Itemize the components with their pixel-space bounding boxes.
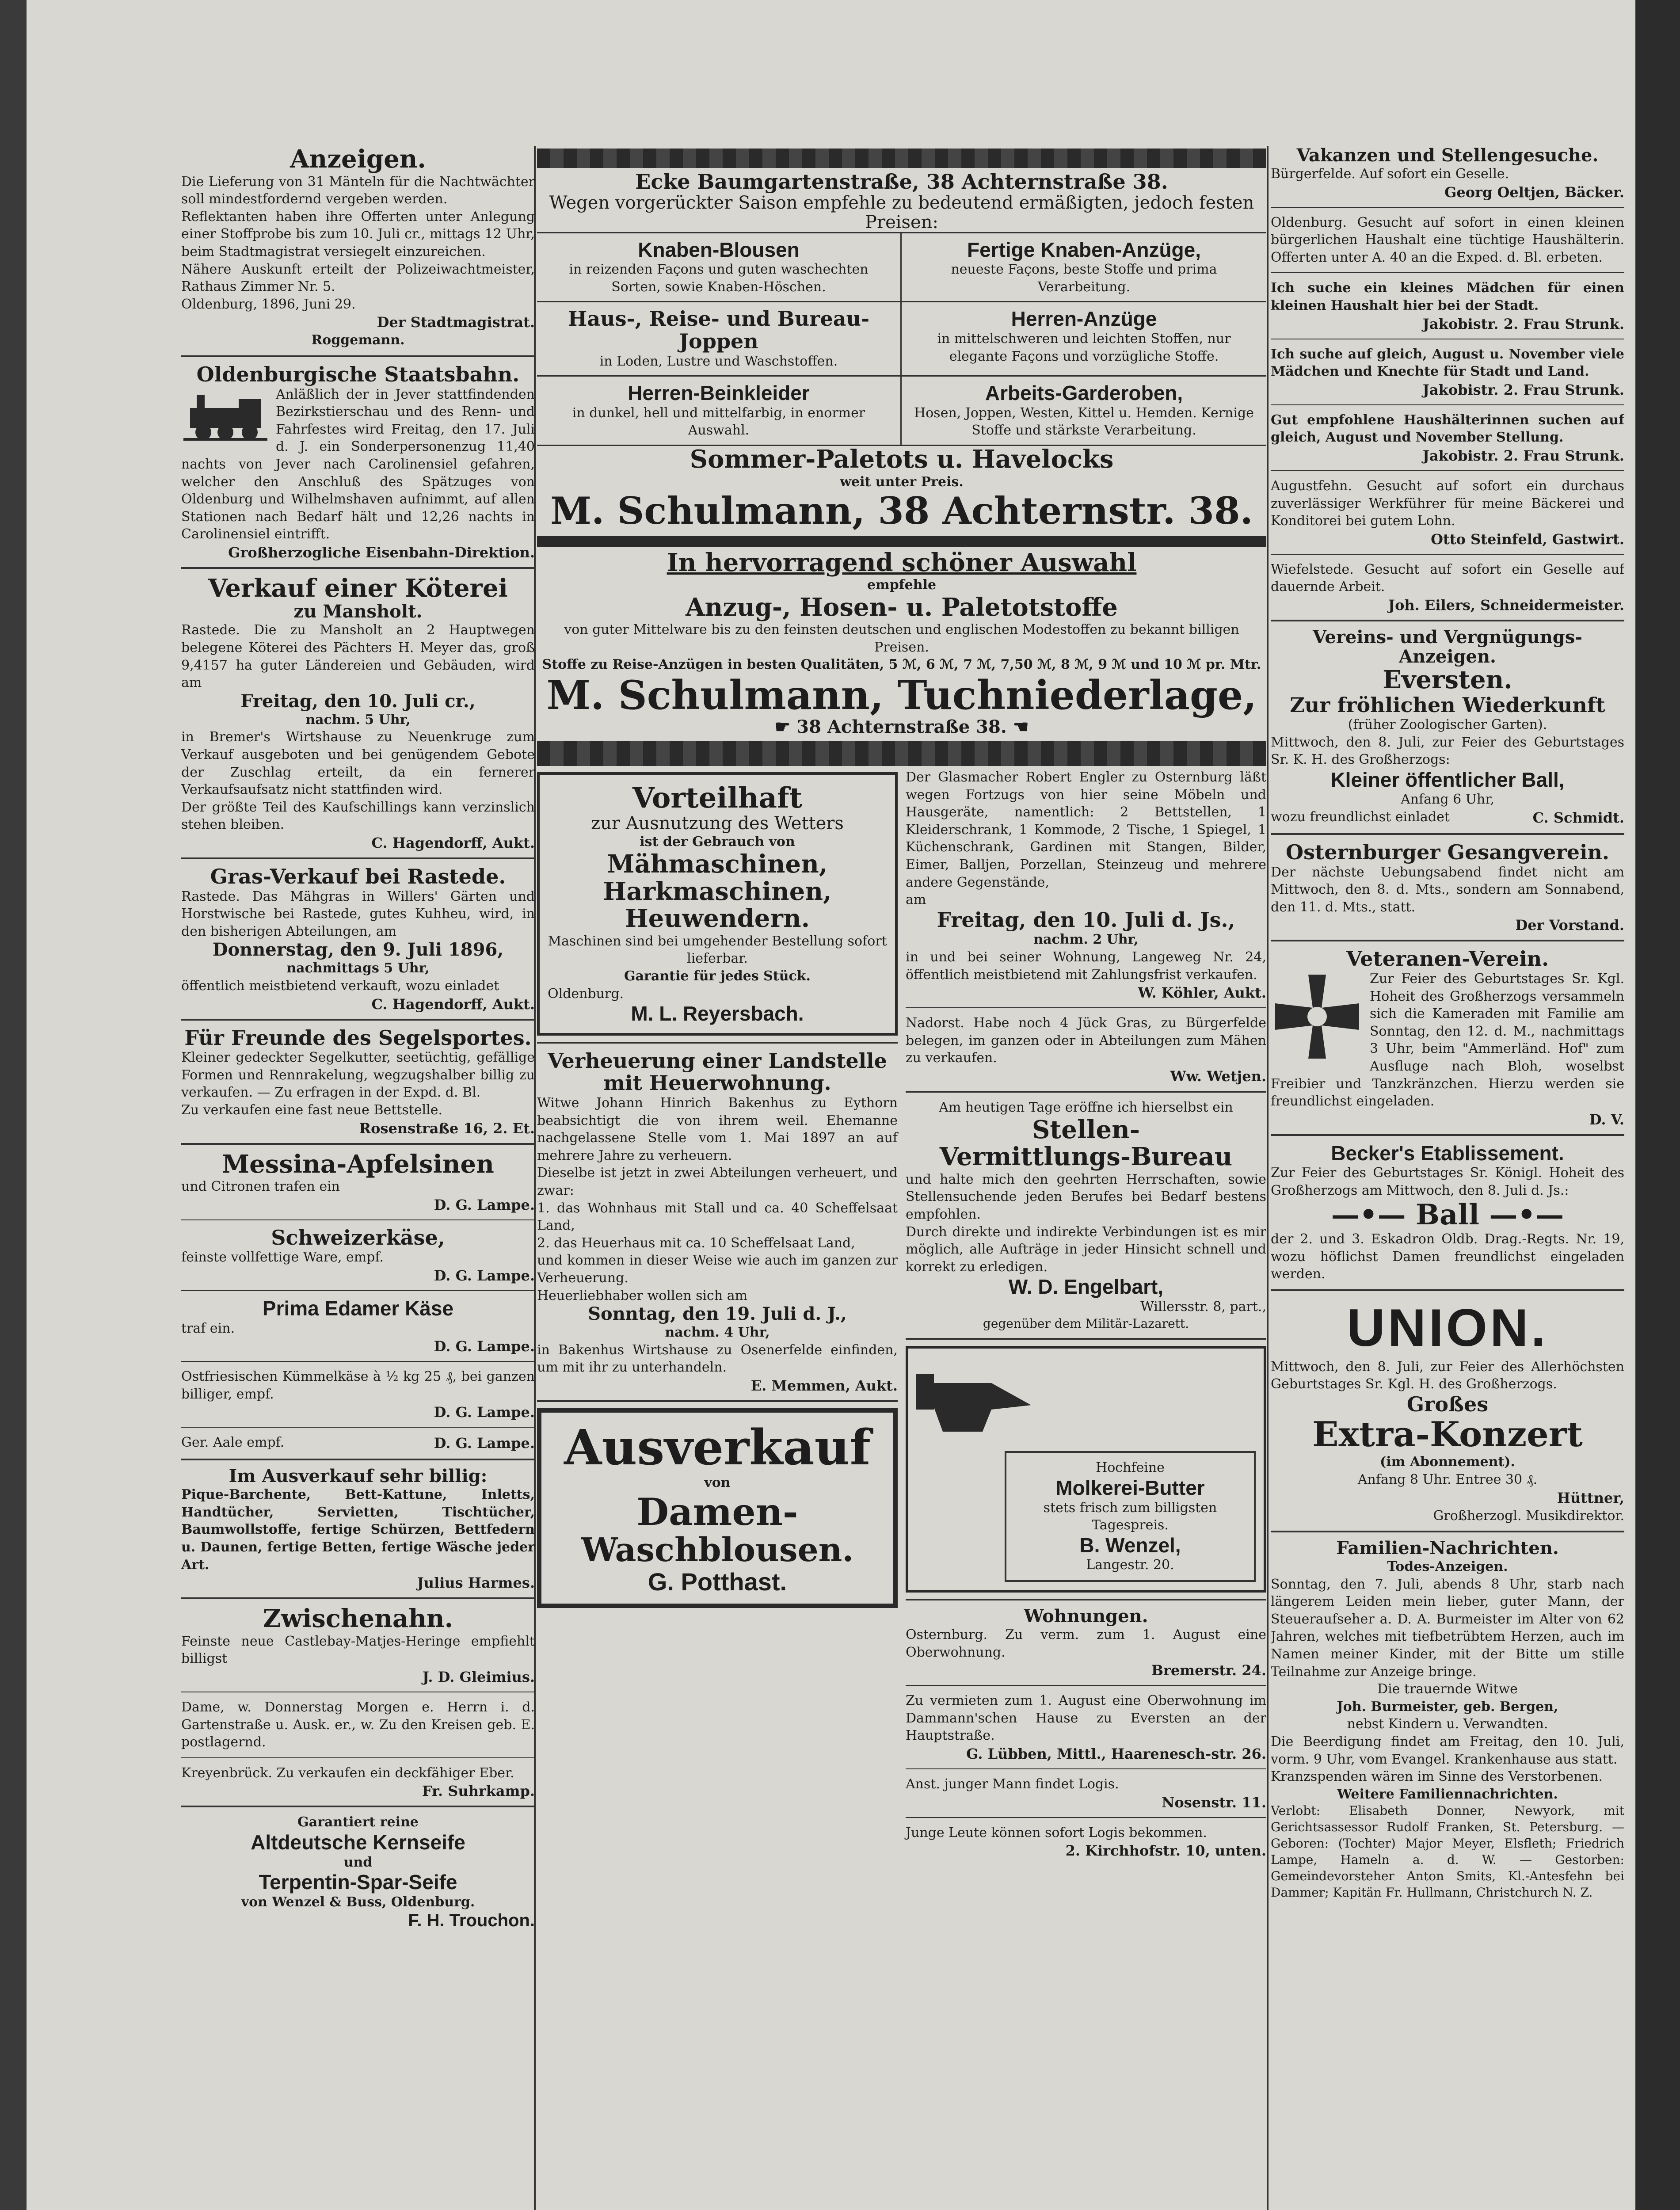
ad-time: nachm. 2 Uhr,: [1033, 932, 1139, 948]
ad-text: Stoffe zu Reise-Anzügen in besten Qualitäten, 5 ℳ, 6 ℳ, 7 ℳ, 7,50 ℳ, 8 ℳ, 9 ℳ und 10 ℳ pr. Mtr.: [542, 657, 1261, 673]
ad-subline: Wegen vorgerückter Saison empfehle zu bedeutend ermäßigten, jedoch festen Preisen:: [549, 192, 1254, 232]
ad-text: wozu freundlichst einladet: [1271, 809, 1450, 825]
product-text: in reizenden Façons und guten waschechten Sorten, sowie Knaben-Höschen.: [569, 262, 869, 295]
ad-text: Zu vermieten zum 1. August eine Oberwohnung im Dammann'schen Hause zu Eversten an der Hauptstraße.: [906, 1693, 1266, 1744]
ad-text: Augustfehn. Gesucht auf sofort ein durchaus zuverlässiger Werkführer für meine Bäckerei und Konditorei bei gutem Lohn.: [1271, 478, 1624, 529]
ad-headline: Zur fröhlichen Wiederkunft: [1290, 693, 1605, 717]
ad-line: am: [906, 892, 926, 908]
product-text: Hosen, Joppen, Westen, Kittel u. Hemden. Kernige Stoffe und stärkste Verarbeitung.: [914, 405, 1254, 438]
product-item: Heuwendern.: [625, 904, 810, 934]
ad-name: Roggemann.: [311, 332, 405, 348]
ad-headline: mit Heuerwohnung.: [603, 1071, 831, 1095]
hand-pointer-icon: ☛: [774, 716, 797, 738]
ad-signer: E. Memmen, Aukt.: [750, 1377, 898, 1394]
ad-signer-title: Großherzogl. Musikdirektor.: [1433, 1508, 1624, 1524]
invite-row: [1271, 808, 1624, 827]
ad-date: Oldenburg, 1896, Juni 29.: [181, 296, 356, 312]
ad-harmes: [181, 1467, 535, 1591]
ad-line: Am heutigen Tage eröffne ich hierselbst ein: [939, 1099, 1233, 1115]
divider: [181, 1757, 535, 1758]
ad-headline: Ecke Baumgartenstraße, 38 Achternstraße 38.: [635, 170, 1168, 194]
section-title: Familien-Nachrichten.: [1336, 1538, 1559, 1559]
ad-headline: Stellen-: [1032, 1115, 1140, 1144]
ad-address: Rosenstraße 16, 2. Et.: [359, 1120, 535, 1137]
firm-address: [537, 717, 1266, 737]
ad-text: Sonntag, den 7. Juli, abends 8 Uhr, starb nach längerem Leiden mein lieber, guter Mann, der Steueraufseher a. D. A. Burmeister im Alter von 62 Jahren, welches mit tiefbetrübtem Herzen, auch im Namen meiner Kinder, mit der Bitte um stille Teilnahme zur Anzeige bringe.: [1271, 1576, 1624, 1680]
ad-signer: Julius Harmes.: [417, 1574, 535, 1592]
divider: [906, 1091, 1266, 1093]
firm-address: Langestr. 20.: [1086, 1557, 1174, 1573]
divider: [1271, 1134, 1624, 1136]
product-title: Knaben-Blousen: [638, 238, 800, 261]
divider: [181, 567, 535, 569]
ad-seife: [181, 1814, 535, 1930]
product-text: in Loden, Lustre und Waschstoffen.: [599, 353, 838, 369]
ad-text: Pique-Barchente, Bett-Kattune, Inletts, Handtücher, Servietten, Tischtücher, Baumwollstoffe, fertige Schürzen, Bettfedern u. Daunen, fertige Betten, fertige Wäsche jeder Art.: [181, 1487, 535, 1573]
ad-text: Ich suche ein kleines Mädchen für einen kleinen Haushalt hier bei der Stadt.: [1271, 280, 1624, 313]
divider: [906, 1768, 1266, 1769]
ad-line: empfehle: [867, 577, 937, 593]
ad-text: stets frisch zum billigsten Tagespreis.: [1043, 1500, 1217, 1533]
product-title: Haus-, Reise- und Bureau-Joppen: [568, 307, 870, 353]
ad-line: Garantiert reine: [297, 1814, 419, 1830]
product-item: Harkmaschinen,: [603, 876, 832, 906]
ad-text: traf ein.: [181, 1320, 235, 1336]
list-item: [906, 1692, 1266, 1762]
ad-signer: C. Hagendorff, Aukt.: [371, 995, 535, 1013]
pointing-hand-icon: [916, 1356, 1049, 1440]
ad-headline: Anzug-, Hosen- u. Paletotstoffe: [686, 592, 1118, 622]
list-item: [906, 1626, 1266, 1679]
divider: [181, 1143, 535, 1145]
ad-heuerstelle: [537, 1050, 898, 1394]
ad-headline: Kleiner öffentlicher Ball,: [1330, 768, 1565, 791]
ad-gras: [181, 865, 535, 1013]
ad-text: Junge Leute können sofort Logis bekommen.: [906, 1825, 1207, 1840]
ad-text: Mittwoch, den 8. Juli, zur Feier des Geburtstages Sr. K. H. des Großherzogs:: [1271, 734, 1624, 768]
ad-text: Der nächste Uebungsabend findet nicht am Mittwoch, den 8. d. Mts., sondern am Sonnabend, den 11. d. Mts., statt.: [1271, 864, 1624, 915]
ad-line: (früher Zoologischer Garten).: [1348, 717, 1547, 733]
ad-text: Mittwoch, den 8. Juli, zur Feier des Allerhöchsten Geburtstages Sr. Kgl. H. des Großherzogs.: [1271, 1359, 1624, 1392]
ad-text: Die Lieferung von 31 Mänteln für die Nachtwächter soll mindestfordernd vergeben werden. Reflektanten haben ihre Offerten unter Anlegung einer Stoffprobe bis zum 10. Juli cr., mittags 12 Uhr, beim Stadtmagistrat versiegelt einzureichen. Nähere Auskunft erteilt der Polizeiwachtmeister, Rathaus Zimmer Nr. 5.: [181, 174, 535, 295]
product-item: Mähmaschinen,: [607, 850, 828, 879]
iron-cross-icon: [1271, 970, 1364, 1063]
ad-headline: Vorteilhaft: [632, 781, 803, 815]
ad-headline: Extra-Konzert: [1312, 1414, 1583, 1455]
product-grid: [537, 232, 1266, 446]
ad-text: in Bakenhus Wirtshause zu Osenerfelde einfinden, um mit ihr zu unterhandeln.: [537, 1342, 898, 1376]
ad-title: Oldenburgische Staatsbahn.: [196, 362, 520, 386]
divider: [1271, 554, 1624, 555]
ad-headline: Molkerei-Butter: [1055, 1476, 1205, 1500]
section-title: Vakanzen und Stellengesuche.: [1296, 146, 1599, 166]
ad-line: (im Abonnement).: [1380, 1454, 1515, 1470]
ad-signer: Nosenstr. 11.: [1162, 1794, 1266, 1811]
divider: [1271, 272, 1624, 273]
firm-name: M. L. Reyersbach.: [631, 1002, 804, 1025]
ad-signer: Der Stadtmagistrat.: [377, 314, 535, 331]
ad-text: Maschinen sind bei umgehender Bestellung sofort lieferbar.: [548, 933, 887, 967]
column-right: [1271, 146, 1624, 1905]
divider: [1271, 470, 1624, 471]
ad-signer: C. Schmidt.: [1532, 809, 1624, 827]
ad-edamer: [181, 1297, 535, 1355]
divider: [181, 1806, 535, 1807]
ad-city: Oldenburg.: [548, 986, 624, 1002]
ad-schulmann-stoffe: [537, 549, 1266, 737]
ad-signer: Großherzogliche Eisenbahn-Direktion.: [228, 544, 535, 561]
ad-text: Der Glasmacher Robert Engler zu Osternburg läßt wegen Fortzugs von hier seine Möbeln und Hausgeräte, namentlich: 2 Bettstellen, 1 Kleiderschrank, 1 Kommode, 2 Tische, 1 Spiegel, 1 Küchenschrank, Gardinen mit Stangen, Bilder, Eimer, Balljen, Porzellan, Steinzeug und mehrere andere Gegenstände,: [906, 770, 1266, 890]
firm-name: W. D. Engelbart,: [1008, 1275, 1164, 1299]
divider: [906, 1817, 1266, 1818]
ad-text: Osternburg. Zu verm. zum 1. August eine Oberwohnung.: [906, 1627, 1266, 1660]
ad-text: Zu verkaufen eine fast neue Bettstelle.: [181, 1102, 443, 1118]
ad-date: Sonntag, den 19. Juli d. J.,: [588, 1303, 847, 1325]
butter-box: [1005, 1451, 1256, 1582]
ad-signer: D. G. Lampe.: [434, 1267, 535, 1284]
ad-subline: weit unter Preis.: [840, 474, 964, 490]
ad-signer: Otto Steinfeld, Gastwirt.: [1431, 530, 1624, 548]
hand-pointer-icon: ☚: [1006, 716, 1029, 738]
ad-staatsbahn: [181, 363, 535, 561]
ad-line: Anfang 6 Uhr,: [1401, 792, 1494, 808]
ad-headline: Ball: [1415, 1198, 1480, 1231]
middle-left: [537, 769, 898, 1863]
ad-line: von: [704, 1475, 731, 1490]
divider: [906, 1599, 1266, 1600]
divider: [537, 1400, 898, 1402]
divider: [1271, 833, 1624, 835]
ad-signer: Bremerstr. 24.: [1151, 1662, 1266, 1679]
ad-text: Kleiner gedeckter Segelkutter, seetüchtig, gefällige Formen und Rennrakelung, wegzugshalber billig zu verkaufen. — Zu erfragen in der Expd. d. Bl.: [181, 1050, 535, 1101]
column-left: [181, 146, 535, 1935]
ad-signer: D. G. Lampe.: [434, 1435, 535, 1452]
ad-signer: F. H. Trouchon.: [408, 1911, 535, 1931]
ad-dame: [181, 1699, 535, 1751]
address-text: 38 Achternstraße 38.: [796, 716, 1007, 738]
ad-engler: [906, 769, 1266, 1001]
section-familie: [1271, 1539, 1624, 1901]
list-item: [906, 1776, 1266, 1811]
product-title: Fertige Knaben-Anzüge,: [967, 238, 1201, 261]
product-text: in mittelschweren und leichten Stoffen, nur elegante Façons und vorzügliche Stoffe.: [937, 331, 1231, 364]
ad-signer: D. G. Lampe.: [434, 1196, 535, 1213]
firm-name: B. Wenzel,: [1079, 1533, 1181, 1557]
ad-title: Messina-Apfelsinen: [222, 1149, 494, 1179]
product-title: Herren-Beinkleider: [628, 381, 810, 405]
ad-line: nebst Kindern u. Verwandten.: [1347, 1716, 1548, 1732]
ad-aale: [181, 1434, 535, 1452]
ad-line: Großes: [1406, 1392, 1489, 1416]
ornament-icon: —•—: [1331, 1198, 1416, 1231]
ad-text: Rastede. Die zu Mansholt an 2 Hauptwegen belegene Köterei des Pächters H. Meyer das, groß 9,4157 ha guter Ländereien und Gebäuden, wird am: [181, 622, 535, 691]
product-cell: [902, 377, 1266, 446]
ad-eber: [181, 1764, 535, 1800]
ad-title: Schweizerkäse,: [271, 1225, 445, 1250]
ad-subtitle: zu Mansholt.: [293, 601, 423, 622]
ad-schulmann-kleidung: [537, 149, 1266, 532]
ad-signer: Ww. Wetjen.: [1170, 1067, 1266, 1085]
ad-messina: [181, 1151, 535, 1213]
ad-koeterei: [181, 575, 535, 851]
ad-signer: W. Köhler, Aukt.: [1138, 984, 1266, 1002]
ad-text: und halte mich den geehrten Herrschaften, sowie Stellensuchende jeden Berufes bei Bedarf bestens empfohlen. Durch direkte und indirekte Verbindungen ist es mir möglich, alle Aufträge in jeder Hinsicht schnell und korrekt zu erledigen.: [906, 1171, 1266, 1275]
divider: [181, 1459, 535, 1460]
product-cell: [537, 377, 902, 446]
ad-engelbart: [906, 1099, 1266, 1332]
list-item: [1271, 412, 1624, 464]
ad-headline: Waschblousen.: [581, 1531, 854, 1569]
middle-split: [537, 769, 1266, 1863]
ad-headline: Eversten.: [1383, 665, 1512, 694]
list-item: [1271, 165, 1624, 201]
product-text: in dunkel, hell und mittelfarbig, in enormer Auswahl.: [572, 405, 865, 438]
ad-nadorst: [906, 1014, 1266, 1085]
list-item: [1271, 477, 1624, 548]
divider: [181, 1019, 535, 1021]
ad-gesangverein: [1271, 841, 1624, 934]
list-item: [1271, 279, 1624, 332]
section-vakanzen: [1271, 146, 1624, 613]
ad-line: und: [343, 1854, 373, 1870]
divider: [181, 857, 535, 859]
ad-text: in Bremer's Wirtshause zu Neuenkruge zum Verkauf ausgeboten und bei genügendem Gebote der Zuschlag erteilt, da ein fernerer Verkaufsaufsatz nicht stattfinden wird. Der größte Teil des Kaufschillings kann verzinslich stehen bleiben.: [181, 729, 535, 833]
ad-date: Donnerstag, den 9. Juli 1896,: [212, 939, 504, 960]
product-text: neueste Façons, beste Stoffe und prima Verarbeitung.: [951, 262, 1217, 295]
firm-name: M. Schulmann, 38 Achternstr. 38.: [550, 489, 1253, 533]
section-title: Anzeigen.: [290, 146, 426, 174]
list-item: [906, 1824, 1266, 1859]
product-cell: [902, 233, 1266, 303]
ad-headline: Becker's Etablissement.: [1331, 1141, 1564, 1165]
page-edge: [1636, 0, 1680, 2210]
ad-signer: G. Lübben, Mittl., Haarenesch-str. 26.: [966, 1745, 1266, 1762]
ad-potthast: [537, 1408, 898, 1608]
ad-text: Kreyenbrück. Zu verkaufen ein deckfähiger Eber.: [181, 1765, 514, 1781]
list-item: [1271, 346, 1624, 398]
ad-veteranen: [1271, 948, 1624, 1128]
ad-title: Altdeutsche Kernseife: [251, 1831, 465, 1854]
ad-schweizer: [181, 1227, 535, 1284]
firm-name: M. Schulmann, Tuchniederlage,: [546, 672, 1257, 719]
divider: [906, 1007, 1266, 1008]
ad-text: feinste vollfettige Ware, empf.: [181, 1250, 384, 1265]
ornament-icon: —•—: [1479, 1198, 1564, 1231]
ad-text: in und bei seiner Wohnung, Langeweg Nr. 24, öffentlich meistbietend mit Zahlungsfrist verkaufen.: [906, 949, 1266, 983]
list-item: [1271, 561, 1624, 613]
divider: [1271, 940, 1624, 941]
section-wohnungen: [906, 1607, 1266, 1859]
section-title: Wohnungen.: [1024, 1606, 1148, 1627]
ad-signer: Georg Oeltjen, Bäcker.: [1444, 183, 1624, 201]
ad-title: Für Freunde des Segelsportes.: [184, 1025, 532, 1050]
ad-wiederkunft: [1271, 628, 1624, 827]
ad-text: und Citronen trafen ein: [181, 1179, 340, 1195]
ad-reyersbach: [537, 772, 898, 1036]
product-title: Herren-Anzüge: [1011, 307, 1157, 331]
ad-signer: Jakobistr. 2. Frau Strunk.: [1422, 447, 1624, 464]
divider: [181, 1427, 535, 1428]
ad-headline: Ausverkauf: [564, 1418, 871, 1476]
ad-headline: Vermittlungs-Bureau: [939, 1142, 1233, 1172]
ad-line: Anfang 8 Uhr. Entree 30 ₰.: [1357, 1471, 1538, 1487]
ad-signer: 2. Kirchhofstr. 10, unten.: [1065, 1842, 1266, 1859]
divider: [181, 1361, 535, 1362]
ad-headline: Veteranen-Verein.: [1346, 947, 1549, 971]
product-cell: [902, 302, 1266, 377]
ad-signer: C. Hagendorff, Aukt.: [371, 834, 535, 851]
divider: [537, 1042, 898, 1044]
ad-title: Prima Edamer Käse: [262, 1296, 454, 1320]
ad-headline: Verheuerung einer Landstelle: [548, 1048, 887, 1073]
ad-text: Ger. Aale empf.: [181, 1435, 285, 1451]
ad-headline: Damen-: [636, 1490, 798, 1534]
ad-signer: D. G. Lampe.: [434, 1404, 535, 1421]
firm-name: G. Potthast.: [648, 1568, 787, 1596]
ad-text: öffentlich meistbietend verkauft, wozu einladet: [181, 978, 499, 994]
divider: [1271, 404, 1624, 405]
ball-line: [1271, 1200, 1624, 1231]
divider-bar: [537, 536, 1266, 547]
ad-text: Anläßlich der in Jever stattfindenden Bezirkstierschau und des Renn- und Fahrfestes wird Freitag, den 17. Juli d. J. ein Sonderpersonenzug 11,40 nachts von Jever nach Carolinensiel gefahren, welcher den Anschluß des Spätzuges von Oldenburg und Wilhelmshaven aufnimmt, auf allen Stationen nach Bedarf hält und 12,26 nachts in Carolinensiel eintrifft.: [181, 386, 535, 542]
divider: [1271, 1289, 1624, 1291]
divider: [906, 1685, 1266, 1686]
ad-line: ist der Gebrauch von: [640, 834, 795, 850]
ad-text: Ostfriesischen Kümmelkäse à ½ kg 25 ₰, bei ganzen billiger, empf.: [181, 1369, 535, 1402]
ad-text: Rastede. Das Mähgras in Willers' Gärten und Horstwische bei Rastede, gutes Kuhheu, wird, in den bisherigen Abteilungen, am: [181, 888, 535, 939]
ornament-bar: [537, 149, 1266, 168]
ad-signer: Jakobistr. 2. Frau Strunk.: [1422, 381, 1624, 398]
ad-text: Verlobt: Elisabeth Donner, Newyork, mit Gerichtsassessor Rudolf Franken, St. Petersburg. — Geboren: (Tochter) Major Meyer, Elsfleth; Friedrich Lampe, Hameln a. d. W. — Gestorben: Gemeindevorsteher Anton Smits, Kl.-Antesfehn bei Dammer; Kapitän Fr. Hullmann, Christchurch N. Z.: [1271, 1803, 1624, 1900]
divider: [1271, 620, 1624, 621]
ad-subline: zur Ausnutzung des Wetters: [591, 813, 844, 834]
ad-line: Die trauernde Witwe: [1377, 1681, 1518, 1697]
ad-headline: Osternburger Gesangverein.: [1286, 840, 1609, 865]
ad-text: Zur Feier des Geburtstages Sr. Kgl. Hoheit des Großherzogs versammeln sich die Kameraden mit Familie am Sonntag, den 12. d. M., nachmittags 3 Uhr, beim "Ammerländ. Hof" zum Ausfluge nach Bloh, woselbst Freibier und Tanzkränzchen. Hierzu werden sie freundlichst eingeladen.: [1271, 971, 1624, 1109]
list-item: [1271, 214, 1624, 267]
ad-time: nachm. 5 Uhr,: [305, 712, 411, 728]
ad-headline: Weitere Familiennachrichten.: [1337, 1786, 1558, 1802]
ad-time: nachm. 4 Uhr,: [665, 1325, 770, 1341]
ad-title: Zwischenahn.: [263, 1604, 453, 1634]
ad-title: Im Ausverkauf sehr billig:: [229, 1466, 488, 1487]
product-cell: [537, 233, 902, 303]
ad-text: Dame, w. Donnerstag Morgen e. Herrn i. d. Gartenstraße u. Ausk. er., w. Zu den Kreisen geb. E. postlagernd.: [181, 1699, 535, 1750]
divider: [181, 1597, 535, 1599]
ad-text: Anst. junger Mann findet Logis.: [906, 1776, 1119, 1792]
ad-text: Zur Feier des Geburtstages Sr. Königl. Hoheit des Großherzogs am Mittwoch, den 8. Juli d. Js.:: [1271, 1165, 1624, 1198]
ad-headline: Sommer-Paletots u. Havelocks: [690, 444, 1114, 474]
ad-date: Freitag, den 10. Juli d. Js.,: [937, 907, 1235, 932]
ad-text: Witwe Johann Hinrich Bakenhus zu Eythorn beabsichtigt die von ihrem weil. Ehemanne nachgelassene Stelle vom 1. Mai 1897 an auf mehrere Jahre zu verheuern. Dieselbe ist jetzt in zwei Abteilungen verheuert, und zwar: 1. das Wohnhaus mit Stall und ca. 40 Scheffelsaat Land, 2. das Heuerhaus mit ca. 10 Scheffelsaat Land, und kommen in dieser Weise wie auch im ganzen zur Verheuerung. Heuerliebhaber wollen sich am: [537, 1095, 898, 1303]
ad-signer: J. D. Gleimius.: [422, 1669, 535, 1686]
divider: [181, 1290, 535, 1291]
ad-union: [1271, 1297, 1624, 1524]
ad-title: Gras-Verkauf bei Rastede.: [210, 865, 506, 888]
ad-text: Ich suche auf gleich, August u. November viele Mädchen und Knechte für Stadt und Land.: [1271, 346, 1624, 380]
middle-right: [906, 769, 1266, 1863]
divider: [181, 1219, 535, 1220]
divider: [1271, 1531, 1624, 1532]
ad-signer: D. V.: [1589, 1111, 1624, 1128]
ad-kuemmel: [181, 1368, 535, 1421]
divider: [1271, 207, 1624, 208]
ad-segel: [181, 1027, 535, 1137]
ad-signer: Hüttner,: [1557, 1489, 1624, 1506]
ad-headline: Todes-Anzeigen.: [1387, 1559, 1508, 1575]
ad-line: Garantie für jedes Stück.: [624, 968, 811, 984]
ad-headline: In hervorragend schöner Auswahl: [667, 548, 1137, 577]
ad-text: Nadorst. Habe noch 4 Jück Gras, zu Bürgerfelde belegen, im ganzen oder in Abteilungen zum Mähen zu verkaufen.: [906, 1015, 1266, 1066]
ad-title: Terpentin-Spar-Seife: [259, 1871, 457, 1894]
ad-wenzel: [906, 1346, 1266, 1593]
ad-zwischenahn: [181, 1605, 535, 1685]
product-title: Arbeits-Garderoben,: [985, 381, 1183, 405]
ad-title: Verkauf einer Köterei: [208, 573, 508, 603]
ad-headline: UNION.: [1347, 1298, 1548, 1357]
section-title: Vereins- und Vergnügungs-Anzeigen.: [1313, 626, 1582, 667]
ad-text: Bürgerfelde. Auf sofort ein Geselle.: [1271, 166, 1509, 182]
ad-becker: [1271, 1142, 1624, 1283]
product-cell: [537, 302, 902, 377]
ad-text: Gut empfohlene Haushälterinnen suchen auf gleich, August und November Stellung.: [1271, 412, 1624, 446]
firm-address: Willersstr. 8, part.,: [1140, 1299, 1266, 1315]
ad-text: Feinste neue Castlebay-Matjes-Heringe empfiehlt billigst: [181, 1633, 535, 1667]
ad-signer: Fr. Suhrkamp.: [422, 1783, 535, 1800]
ad-signer: D. G. Lampe.: [434, 1338, 535, 1355]
ad-signer: Joh. Eilers, Schneidermeister.: [1388, 596, 1624, 613]
ad-text: von guter Mittelware bis zu den feinsten deutschen und englischen Modestoffen zu bekannt billigen Preisen.: [564, 622, 1239, 655]
ad-text: Oldenburg. Gesucht auf sofort in einen kleinen bürgerlichen Haushalt eine tüchtige Haushälterin. Offerten unter A. 40 an die Exped. d. Bl. erbeten.: [1271, 214, 1624, 265]
ad-text: der 2. und 3. Eskadron Oldb. Drag.-Regts. Nr. 19, wozu höflichst Damen freundlichst eingeladen werden.: [1271, 1231, 1624, 1282]
divider: [906, 1338, 1266, 1340]
ad-time: nachmittags 5 Uhr,: [286, 960, 430, 976]
ad-line: Hochfeine: [1096, 1460, 1165, 1476]
locomotive-icon: [181, 386, 270, 443]
firm-address: gegenüber dem Militär-Lazarett.: [983, 1316, 1189, 1331]
ad-text: Die Beerdigung findet am Freitag, den 10. Juli, vorm. 9 Uhr, vom Evangel. Krankenhause aus statt. Kranzspenden wären im Sinne des Verstorbenen.: [1271, 1734, 1624, 1785]
column-middle: [537, 146, 1266, 1863]
ad-name: Joh. Burmeister, geb. Bergen,: [1337, 1699, 1558, 1715]
ad-signer: Jakobistr. 2. Frau Strunk.: [1422, 315, 1624, 332]
ad-signer: Der Vorstand.: [1515, 917, 1624, 934]
ornament-bar: [537, 741, 1266, 766]
ad-date: Freitag, den 10. Juli cr.,: [240, 690, 476, 712]
ad-text: Wiefelstede. Gesucht auf sofort ein Geselle auf dauernde Arbeit.: [1271, 561, 1624, 595]
ad-text: von Wenzel & Buss, Oldenburg.: [241, 1894, 475, 1910]
column-rule: [1267, 146, 1269, 2210]
divider: [181, 355, 535, 357]
ad-maentel: [181, 146, 535, 349]
